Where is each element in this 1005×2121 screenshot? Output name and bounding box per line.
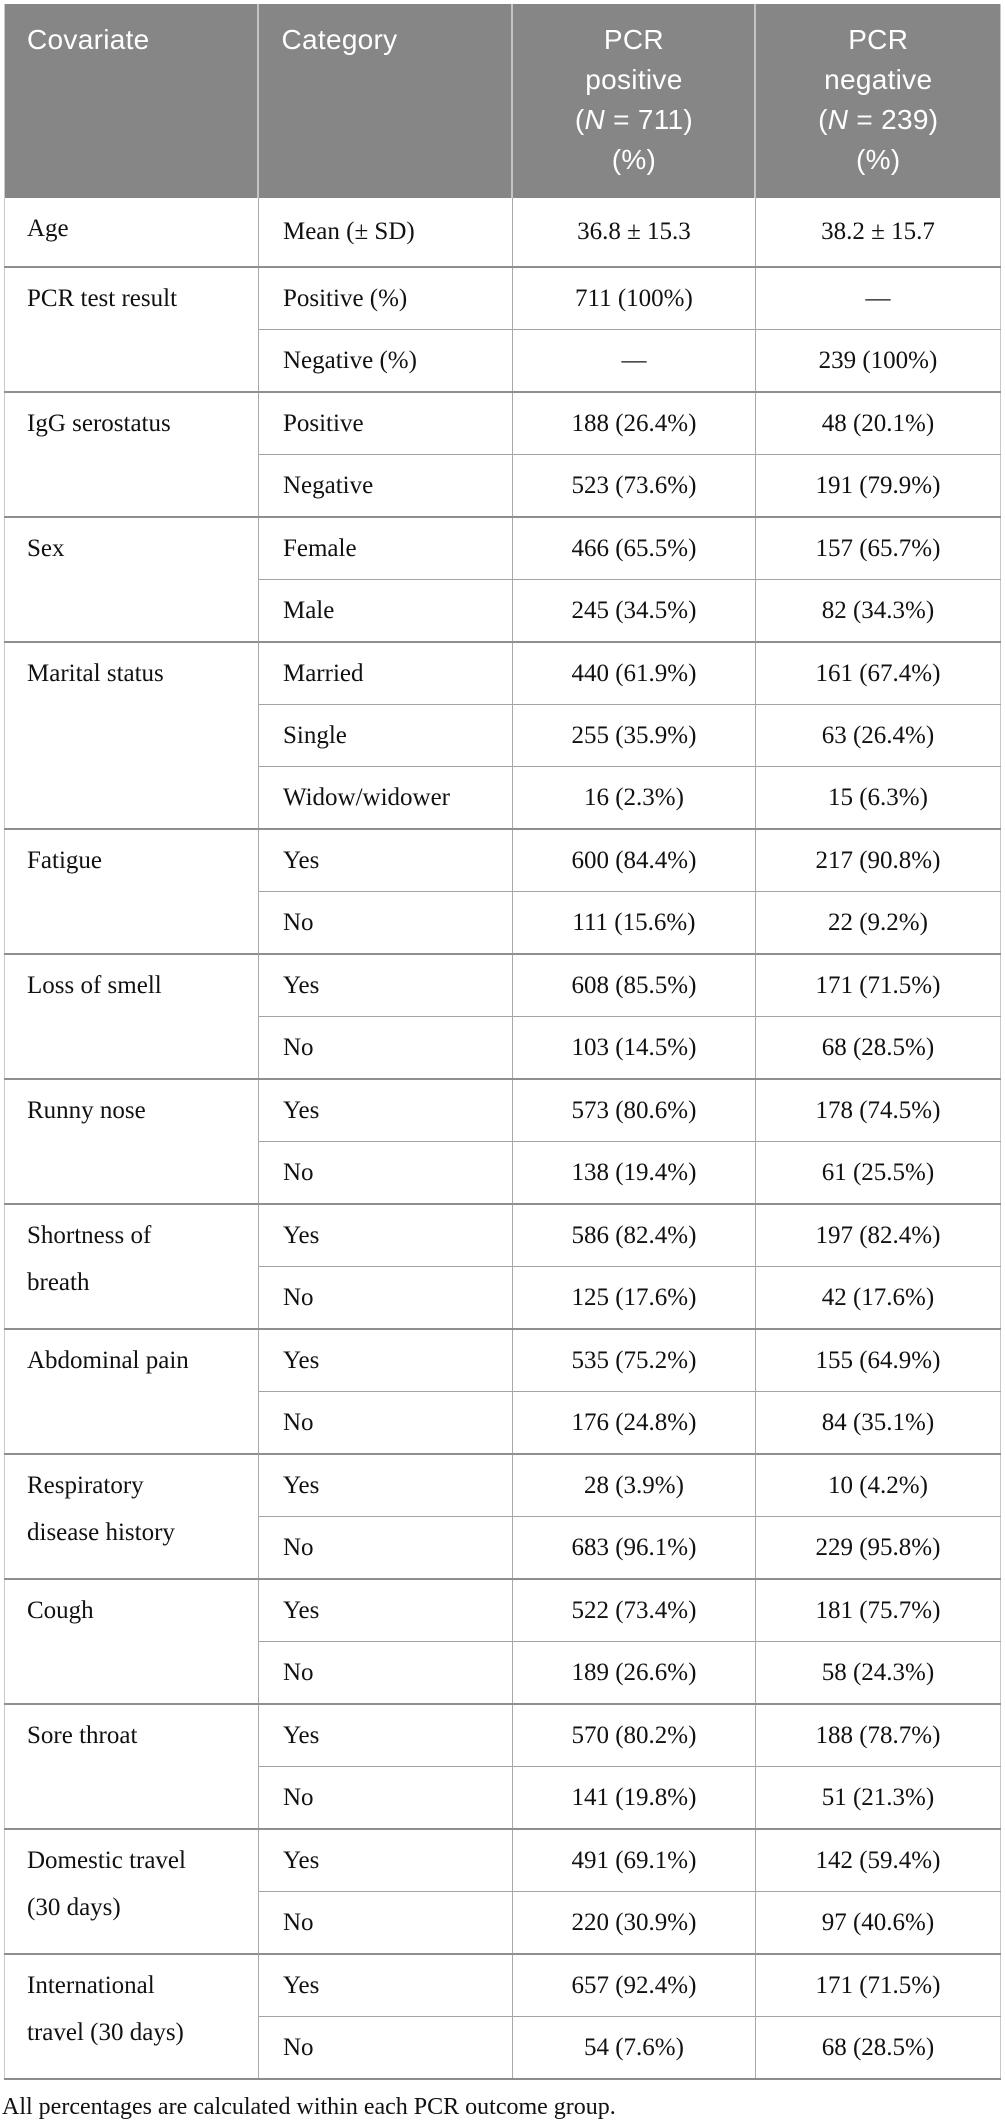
table-row [5, 1829, 1001, 1892]
table-row [5, 954, 1001, 1017]
pcr-positive-cell: 188 (26.4%) [512, 392, 755, 455]
pcr-positive-cell: 141 (19.8%) [512, 1767, 755, 1830]
pcr-negative-cell: 42 (17.6%) [755, 1267, 1000, 1330]
header-pcr-positive [512, 4, 755, 198]
pcr-negative-cell: 22 (9.2%) [755, 892, 1000, 955]
category-cell: No [258, 1767, 512, 1830]
pcr-negative-cell: 157 (65.7%) [755, 517, 1000, 580]
table-row [5, 267, 1001, 330]
header-pcr-positive-line2: positive [585, 64, 683, 95]
category-cell: Negative (%) [258, 330, 512, 393]
covariate-cell: PCR test result [5, 267, 259, 392]
header-pcr-negative-pct: (%) [856, 144, 901, 175]
pcr-positive-cell: 683 (96.1%) [512, 1517, 755, 1580]
pcr-negative-cell: 97 (40.6%) [755, 1892, 1000, 1955]
pcr-negative-cell: 68 (28.5%) [755, 2017, 1000, 2080]
header-pcr-negative-line2: negative [824, 64, 933, 95]
pcr-positive-cell: 522 (73.4%) [512, 1579, 755, 1642]
category-cell: Widow/widower [258, 767, 512, 830]
category-cell: No [258, 2017, 512, 2080]
category-cell: Yes [258, 1079, 512, 1142]
header-pcr-negative-line1: PCR [848, 24, 909, 55]
pcr-negative-cell: 10 (4.2%) [755, 1454, 1000, 1517]
pcr-positive-cell: 36.8 ± 15.3 [512, 198, 755, 267]
table-row [5, 829, 1001, 892]
category-cell: Single [258, 705, 512, 767]
pcr-negative-cell: 38.2 ± 15.7 [755, 198, 1000, 267]
table-row [5, 392, 1001, 455]
category-cell: Yes [258, 1704, 512, 1767]
pcr-positive-cell: 573 (80.6%) [512, 1079, 755, 1142]
pcr-negative-cell: 229 (95.8%) [755, 1517, 1000, 1580]
pcr-negative-cell: 171 (71.5%) [755, 1954, 1000, 2017]
table-row [5, 1579, 1001, 1642]
header-pcr-positive-pct: (%) [611, 144, 657, 175]
table-body [5, 198, 1001, 2079]
pcr-negative-cell: 142 (59.4%) [755, 1829, 1000, 1892]
covariate-cell: Age [27, 215, 69, 242]
category-cell: No [258, 1142, 512, 1205]
covariate-cell: International travel (30 days) [5, 1954, 259, 2079]
header-row [5, 4, 1001, 198]
category-cell: Yes [258, 1329, 512, 1392]
category-cell: Married [258, 642, 512, 705]
category-cell: Yes [258, 829, 512, 892]
table-row [5, 198, 1001, 267]
header-pcr-negative [755, 4, 1000, 198]
pcr-positive-cell: 138 (19.4%) [512, 1142, 755, 1205]
category-cell: Male [258, 580, 512, 643]
category-cell: Female [258, 517, 512, 580]
pcr-positive-cell: 103 (14.5%) [512, 1017, 755, 1080]
pcr-negative-cell: 155 (64.9%) [755, 1329, 1000, 1392]
pcr-positive-cell: 28 (3.9%) [512, 1454, 755, 1517]
pcr-positive-cell: 711 (100%) [512, 267, 755, 330]
table-row [5, 642, 1001, 705]
pcr-positive-cell: 220 (30.9%) [512, 1892, 755, 1955]
pcr-positive-cell: 466 (65.5%) [512, 517, 755, 580]
pcr-negative-cell: 191 (79.9%) [755, 455, 1000, 518]
pcr-negative-cell: 188 (78.7%) [755, 1704, 1000, 1767]
table-header [5, 4, 1001, 198]
pcr-positive-cell: 440 (61.9%) [512, 642, 755, 705]
covariate-cell: Loss of smell [5, 954, 259, 1079]
header-covariate: Covariate [27, 24, 150, 55]
pcr-negative-cell: 63 (26.4%) [755, 705, 1000, 767]
covariate-cell: Fatigue [5, 829, 259, 954]
header-pcr-negative-n: (N = 239) [818, 104, 939, 135]
pcr-positive-cell: 523 (73.6%) [512, 455, 755, 518]
pcr-positive-cell: 245 (34.5%) [512, 580, 755, 643]
covariate-cell: Abdominal pain [5, 1329, 259, 1454]
pcr-negative-cell: — [755, 267, 1000, 330]
pcr-positive-cell: 491 (69.1%) [512, 1829, 755, 1892]
category-cell: No [258, 892, 512, 955]
pcr-negative-cell: 178 (74.5%) [755, 1079, 1000, 1142]
pcr-positive-cell: 570 (80.2%) [512, 1704, 755, 1767]
pcr-negative-cell: 61 (25.5%) [755, 1142, 1000, 1205]
covariate-cell: Domestic travel (30 days) [5, 1829, 259, 1954]
pcr-positive-cell: 600 (84.4%) [512, 829, 755, 892]
category-cell: Yes [258, 1579, 512, 1642]
paper-table-figure [0, 4, 1005, 2120]
table-row [5, 1329, 1001, 1392]
category-cell: Yes [258, 1829, 512, 1892]
category-cell: No [258, 1642, 512, 1705]
pcr-positive-cell: 189 (26.6%) [512, 1642, 755, 1705]
category-cell: No [258, 1517, 512, 1580]
table-row [5, 1204, 1001, 1267]
category-cell: No [258, 1267, 512, 1330]
category-cell: No [258, 1392, 512, 1455]
header-category: Category [258, 4, 512, 198]
pcr-positive-cell: 586 (82.4%) [512, 1204, 755, 1267]
category-cell: Yes [258, 954, 512, 1017]
category-cell: Positive (%) [258, 267, 512, 330]
pcr-positive-cell: 16 (2.3%) [512, 767, 755, 830]
table-row [5, 1454, 1001, 1517]
pcr-positive-cell: 255 (35.9%) [512, 705, 755, 767]
category-cell: Mean (± SD) [258, 198, 512, 267]
category-cell: Yes [258, 1454, 512, 1517]
category-cell: Negative [258, 455, 512, 518]
table-row [5, 517, 1001, 580]
covariate-cell: Marital status [5, 642, 259, 829]
covariate-cell: Respiratory disease history [5, 1454, 259, 1579]
covariate-cell: IgG serostatus [5, 392, 259, 517]
covariate-cell: Sex [5, 517, 259, 642]
category-cell: Positive [258, 392, 512, 455]
pcr-negative-cell: 82 (34.3%) [755, 580, 1000, 643]
covariate-cell: Shortness of breath [5, 1204, 259, 1329]
pcr-negative-cell: 239 (100%) [755, 330, 1000, 393]
table-footnote: All percentages are calculated within each PCR outcome group. [2, 2094, 616, 2120]
covariate-cell: Sore throat [5, 1704, 259, 1829]
table-row [5, 1954, 1001, 2017]
table-row [5, 1704, 1001, 1767]
header-pcr-positive-line1: PCR [603, 24, 664, 55]
pcr-negative-cell: 171 (71.5%) [755, 954, 1000, 1017]
pcr-negative-cell: 161 (67.4%) [755, 642, 1000, 705]
pcr-negative-cell: 68 (28.5%) [755, 1017, 1000, 1080]
pcr-positive-cell: — [512, 330, 755, 393]
category-cell: No [258, 1017, 512, 1080]
pcr-positive-cell: 176 (24.8%) [512, 1392, 755, 1455]
covariate-table [4, 4, 1001, 2080]
table-row [5, 1079, 1001, 1142]
pcr-negative-cell: 58 (24.3%) [755, 1642, 1000, 1705]
category-cell: Yes [258, 1954, 512, 2017]
pcr-negative-cell: 181 (75.7%) [755, 1579, 1000, 1642]
pcr-positive-cell: 535 (75.2%) [512, 1329, 755, 1392]
pcr-positive-cell: 111 (15.6%) [512, 892, 755, 955]
category-cell: No [258, 1892, 512, 1955]
pcr-positive-cell: 608 (85.5%) [512, 954, 755, 1017]
pcr-positive-cell: 54 (7.6%) [512, 2017, 755, 2080]
pcr-negative-cell: 84 (35.1%) [755, 1392, 1000, 1455]
covariate-cell: Runny nose [5, 1079, 259, 1204]
pcr-negative-cell: 51 (21.3%) [755, 1767, 1000, 1830]
pcr-positive-cell: 125 (17.6%) [512, 1267, 755, 1330]
covariate-cell: Cough [5, 1579, 259, 1704]
pcr-positive-cell: 657 (92.4%) [512, 1954, 755, 2017]
pcr-negative-cell: 48 (20.1%) [755, 392, 1000, 455]
pcr-negative-cell: 15 (6.3%) [755, 767, 1000, 830]
category-cell: Yes [258, 1204, 512, 1267]
pcr-negative-cell: 197 (82.4%) [755, 1204, 1000, 1267]
pcr-negative-cell: 217 (90.8%) [755, 829, 1000, 892]
header-pcr-positive-n: (N = 711) [574, 104, 694, 135]
